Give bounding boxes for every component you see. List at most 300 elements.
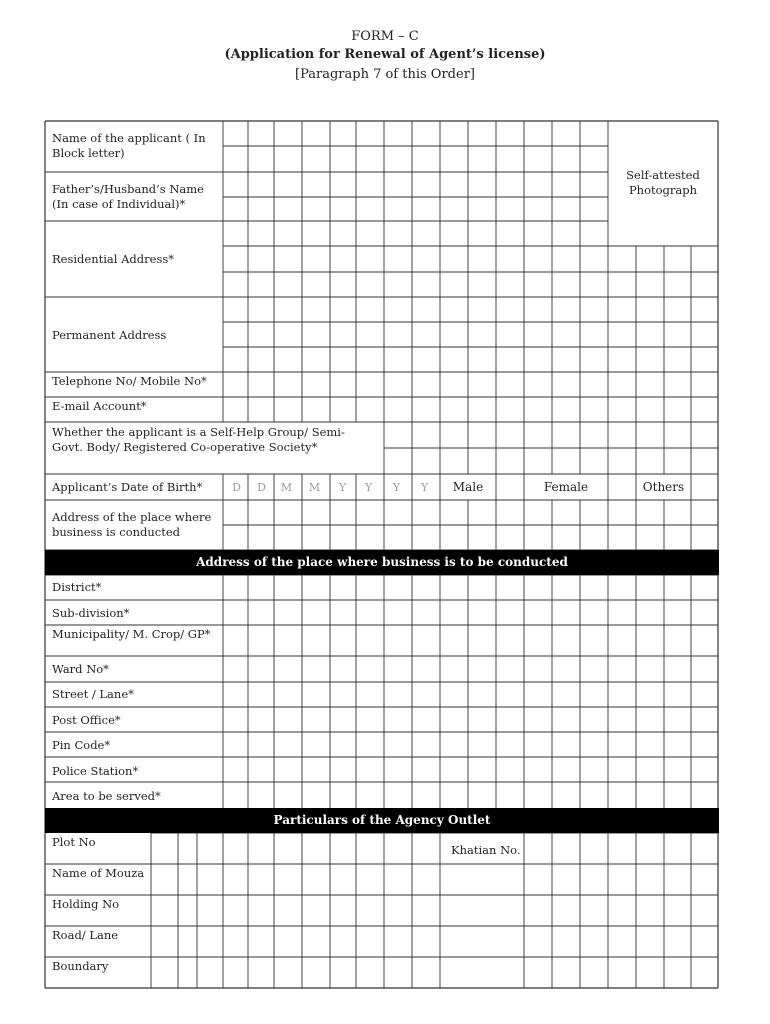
business-row-5-cell-1[interactable]: [248, 707, 274, 732]
telephone-cells-3[interactable]: [302, 372, 330, 397]
residential-cells-1-2[interactable]: [274, 221, 302, 246]
business-row-6-cell-16[interactable]: [664, 732, 691, 757]
group-cells-1-8[interactable]: [608, 422, 636, 448]
business-row-1-cell-11[interactable]: [524, 600, 552, 625]
outlet-row-3-cell-17[interactable]: [664, 926, 691, 957]
business-row-4-cell-7[interactable]: [412, 682, 440, 707]
business-row-2-cell-10[interactable]: [496, 625, 524, 656]
permanent-cells-2-2[interactable]: [274, 322, 302, 347]
email-cells-9[interactable]: [468, 397, 496, 422]
residential-cells-2-14[interactable]: [608, 246, 636, 272]
father-name-cells-4[interactable]: [330, 172, 356, 197]
business-row-1-cell-8[interactable]: [440, 600, 468, 625]
residential-cells-1-0[interactable]: [223, 221, 248, 246]
permanent-cells-1-12[interactable]: [552, 297, 580, 322]
outlet-row-3-cell-14[interactable]: [580, 926, 608, 957]
applicant-name-cells-2-2[interactable]: [274, 146, 302, 172]
business-row-1-cell-0[interactable]: [223, 600, 248, 625]
permanent-cells-1-16[interactable]: [664, 297, 691, 322]
residential-cells-3-10[interactable]: [496, 272, 524, 297]
business-row-5-cell-15[interactable]: [636, 707, 664, 732]
business-row-8-cell-15[interactable]: [636, 782, 664, 808]
applicant-name-cells-2-11[interactable]: [524, 146, 552, 172]
business-row-7-cell-12[interactable]: [552, 757, 580, 782]
business-row-4-cell-12[interactable]: [552, 682, 580, 707]
outlet-row-2-cell-9[interactable]: [384, 895, 412, 926]
business-row-1-cell-4[interactable]: [330, 600, 356, 625]
applicant-name-cells-13[interactable]: [580, 121, 608, 146]
business-row-0-cell-14[interactable]: [608, 575, 636, 600]
email-cells-11[interactable]: [524, 397, 552, 422]
outlet-row-1-cell-16[interactable]: [636, 864, 664, 895]
residential-cells-2-0[interactable]: [223, 246, 248, 272]
outlet-row-0-cell-8[interactable]: [356, 833, 384, 864]
applicant-name-cells-2-12[interactable]: [552, 146, 580, 172]
business-row-1-cell-9[interactable]: [468, 600, 496, 625]
group-cells-2-5[interactable]: [524, 448, 552, 474]
permanent-cells-1-6[interactable]: [384, 297, 412, 322]
group-cells-2-0[interactable]: [384, 448, 412, 474]
residential-cells-2-5[interactable]: [356, 246, 384, 272]
business-row-0-cell-4[interactable]: [330, 575, 356, 600]
father-name-cells-2-13[interactable]: [580, 197, 608, 221]
group-cells-2-11[interactable]: [691, 448, 718, 474]
applicant-name-cells-10[interactable]: [496, 121, 524, 146]
dob-year-4[interactable]: Y: [420, 481, 429, 494]
outlet-row-1-cell-15[interactable]: [608, 864, 636, 895]
business-row-4-cell-5[interactable]: [356, 682, 384, 707]
business-row-3-cell-9[interactable]: [468, 656, 496, 682]
business-row-6-cell-3[interactable]: [302, 732, 330, 757]
telephone-cells-15[interactable]: [636, 372, 664, 397]
business-address-cells-1-16[interactable]: [664, 500, 691, 525]
permanent-cells-1-14[interactable]: [608, 297, 636, 322]
telephone-cells-7[interactable]: [412, 372, 440, 397]
business-row-7-cell-16[interactable]: [664, 757, 691, 782]
outlet-row-4-cell-7[interactable]: [330, 957, 356, 988]
business-row-2-cell-1[interactable]: [248, 625, 274, 656]
telephone-cells-10[interactable]: [496, 372, 524, 397]
permanent-cells-3-2[interactable]: [274, 347, 302, 372]
outlet-row-3-cell-16[interactable]: [636, 926, 664, 957]
email-cells-7[interactable]: [412, 397, 440, 422]
permanent-cells-1-9[interactable]: [468, 297, 496, 322]
group-cells-2-7[interactable]: [580, 448, 608, 474]
outlet-row-1-cell-7[interactable]: [330, 864, 356, 895]
outlet-row-4-cell-15[interactable]: [608, 957, 636, 988]
business-row-3-cell-15[interactable]: [636, 656, 664, 682]
outlet-row-0-cell-17[interactable]: [664, 833, 691, 864]
business-row-4-cell-9[interactable]: [468, 682, 496, 707]
business-row-2-cell-2[interactable]: [274, 625, 302, 656]
outlet-row-2-cell-17[interactable]: [664, 895, 691, 926]
business-row-1-cell-5[interactable]: [356, 600, 384, 625]
email-cells-15[interactable]: [636, 397, 664, 422]
outlet-row-4-cell-4[interactable]: [248, 957, 274, 988]
outlet-row-4-cell-13[interactable]: [552, 957, 580, 988]
business-row-1-cell-7[interactable]: [412, 600, 440, 625]
business-row-6-cell-14[interactable]: [608, 732, 636, 757]
business-address-cells-1-14[interactable]: [608, 500, 636, 525]
business-address-cells-2-15[interactable]: [636, 525, 664, 550]
business-row-3-cell-13[interactable]: [580, 656, 608, 682]
business-address-cells-1-9[interactable]: [468, 500, 496, 525]
outlet-row-2-cell-4[interactable]: [248, 895, 274, 926]
telephone-cells-1[interactable]: [248, 372, 274, 397]
business-row-8-cell-1[interactable]: [248, 782, 274, 808]
residential-cells-3-16[interactable]: [664, 272, 691, 297]
business-row-4-cell-1[interactable]: [248, 682, 274, 707]
group-cells-1-11[interactable]: [691, 422, 718, 448]
business-row-8-cell-8[interactable]: [440, 782, 468, 808]
email-cells-17[interactable]: [691, 397, 718, 422]
business-row-6-cell-12[interactable]: [552, 732, 580, 757]
outlet-row-2-cell-15[interactable]: [608, 895, 636, 926]
email-cells-6[interactable]: [384, 397, 412, 422]
permanent-cells-3-11[interactable]: [524, 347, 552, 372]
outlet-row-0-cell-13[interactable]: [552, 833, 580, 864]
outlet-row-1-cell-0[interactable]: [151, 864, 178, 895]
business-row-5-cell-9[interactable]: [468, 707, 496, 732]
telephone-cells-9[interactable]: [468, 372, 496, 397]
business-row-2-cell-15[interactable]: [636, 625, 664, 656]
residential-cells-2-11[interactable]: [524, 246, 552, 272]
business-address-cells-2-8[interactable]: [440, 525, 468, 550]
dob-month-1[interactable]: M: [280, 481, 293, 494]
residential-cells-2-7[interactable]: [412, 246, 440, 272]
group-cells-2-9[interactable]: [636, 448, 664, 474]
group-cells-2-3[interactable]: [468, 448, 496, 474]
business-row-4-cell-10[interactable]: [496, 682, 524, 707]
business-row-8-cell-17[interactable]: [691, 782, 718, 808]
outlet-row-2-cell-16[interactable]: [636, 895, 664, 926]
business-row-0-cell-1[interactable]: [248, 575, 274, 600]
residential-cells-3-11[interactable]: [524, 272, 552, 297]
applicant-name-cells-2-6[interactable]: [384, 146, 412, 172]
business-row-8-cell-11[interactable]: [524, 782, 552, 808]
outlet-row-4-cell-12[interactable]: [524, 957, 552, 988]
outlet-row-3-cell-8[interactable]: [356, 926, 384, 957]
permanent-cells-3-3[interactable]: [302, 347, 330, 372]
dob-year-2[interactable]: Y: [364, 481, 373, 494]
business-row-6-cell-10[interactable]: [496, 732, 524, 757]
outlet-row-2-cell-6[interactable]: [302, 895, 330, 926]
email-cells-14[interactable]: [608, 397, 636, 422]
outlet-row-3-cell-11[interactable]: [440, 926, 524, 957]
residential-cells-2-9[interactable]: [468, 246, 496, 272]
permanent-cells-1-5[interactable]: [356, 297, 384, 322]
business-row-0-cell-2[interactable]: [274, 575, 302, 600]
outlet-row-1-cell-1[interactable]: [178, 864, 197, 895]
permanent-cells-2-16[interactable]: [664, 322, 691, 347]
business-row-2-cell-16[interactable]: [664, 625, 691, 656]
residential-cells-3-13[interactable]: [580, 272, 608, 297]
business-row-6-cell-7[interactable]: [412, 732, 440, 757]
residential-cells-2-17[interactable]: [691, 246, 718, 272]
outlet-row-4-cell-6[interactable]: [302, 957, 330, 988]
telephone-cells-12[interactable]: [552, 372, 580, 397]
telephone-cells-4[interactable]: [330, 372, 356, 397]
dob-day-1[interactable]: D: [232, 481, 241, 494]
business-address-cells-1-15[interactable]: [636, 500, 664, 525]
father-name-cells-12[interactable]: [552, 172, 580, 197]
outlet-row-4-cell-11[interactable]: [440, 957, 524, 988]
father-name-cells-2-6[interactable]: [384, 197, 412, 221]
outlet-row-0-cell-6[interactable]: [302, 833, 330, 864]
business-row-5-cell-5[interactable]: [356, 707, 384, 732]
residential-cells-3-5[interactable]: [356, 272, 384, 297]
outlet-row-1-cell-18[interactable]: [691, 864, 718, 895]
business-row-8-cell-6[interactable]: [384, 782, 412, 808]
outlet-row-1-cell-11[interactable]: [440, 864, 524, 895]
outlet-row-3-cell-3[interactable]: [223, 926, 248, 957]
outlet-row-4-cell-14[interactable]: [580, 957, 608, 988]
business-row-1-cell-1[interactable]: [248, 600, 274, 625]
business-address-cells-1-11[interactable]: [524, 500, 552, 525]
business-row-8-cell-9[interactable]: [468, 782, 496, 808]
business-row-3-cell-12[interactable]: [552, 656, 580, 682]
business-row-0-cell-3[interactable]: [302, 575, 330, 600]
business-row-6-cell-15[interactable]: [636, 732, 664, 757]
business-row-2-cell-9[interactable]: [468, 625, 496, 656]
residential-cells-1-8[interactable]: [440, 221, 468, 246]
email-cells-13[interactable]: [580, 397, 608, 422]
permanent-cells-3-5[interactable]: [356, 347, 384, 372]
business-row-2-cell-8[interactable]: [440, 625, 468, 656]
business-row-8-cell-13[interactable]: [580, 782, 608, 808]
business-address-cells-1-0[interactable]: [223, 500, 248, 525]
business-row-6-cell-8[interactable]: [440, 732, 468, 757]
telephone-cells-8[interactable]: [440, 372, 468, 397]
business-row-3-cell-17[interactable]: [691, 656, 718, 682]
dob-month-2[interactable]: M: [308, 481, 321, 494]
permanent-cells-3-6[interactable]: [384, 347, 412, 372]
outlet-row-4-cell-17[interactable]: [664, 957, 691, 988]
telephone-cells-0[interactable]: [223, 372, 248, 397]
permanent-cells-2-3[interactable]: [302, 322, 330, 347]
residential-cells-3-15[interactable]: [636, 272, 664, 297]
residential-cells-3-8[interactable]: [440, 272, 468, 297]
outlet-row-2-cell-14[interactable]: [580, 895, 608, 926]
residential-cells-1-5[interactable]: [356, 221, 384, 246]
outlet-row-0-cell-10[interactable]: [412, 833, 440, 864]
dob-day-2[interactable]: D: [257, 481, 266, 494]
permanent-cells-3-8[interactable]: [440, 347, 468, 372]
father-name-cells-7[interactable]: [412, 172, 440, 197]
permanent-cells-3-4[interactable]: [330, 347, 356, 372]
business-row-4-cell-4[interactable]: [330, 682, 356, 707]
permanent-cells-2-1[interactable]: [248, 322, 274, 347]
father-name-cells-8[interactable]: [440, 172, 468, 197]
email-cells-12[interactable]: [552, 397, 580, 422]
business-row-2-cell-5[interactable]: [356, 625, 384, 656]
email-cells-5[interactable]: [356, 397, 384, 422]
permanent-cells-2-6[interactable]: [384, 322, 412, 347]
outlet-row-2-cell-0[interactable]: [151, 895, 178, 926]
permanent-cells-2-7[interactable]: [412, 322, 440, 347]
residential-cells-3-9[interactable]: [468, 272, 496, 297]
business-row-7-cell-15[interactable]: [636, 757, 664, 782]
business-row-8-cell-0[interactable]: [223, 782, 248, 808]
residential-cells-3-2[interactable]: [274, 272, 302, 297]
father-name-cells-10[interactable]: [496, 172, 524, 197]
father-name-cells-2-3[interactable]: [302, 197, 330, 221]
business-row-5-cell-11[interactable]: [524, 707, 552, 732]
business-row-4-cell-13[interactable]: [580, 682, 608, 707]
business-row-3-cell-1[interactable]: [248, 656, 274, 682]
outlet-row-2-cell-5[interactable]: [274, 895, 302, 926]
applicant-name-cells-14[interactable]: [608, 121, 718, 146]
business-row-3-cell-3[interactable]: [302, 656, 330, 682]
outlet-row-0-cell-4[interactable]: [248, 833, 274, 864]
father-name-cells-2-0[interactable]: [223, 197, 248, 221]
applicant-name-cells-8[interactable]: [440, 121, 468, 146]
outlet-row-3-cell-0[interactable]: [151, 926, 178, 957]
business-address-cells-2-1[interactable]: [248, 525, 274, 550]
applicant-name-cells-2[interactable]: [274, 121, 302, 146]
outlet-row-4-cell-2[interactable]: [197, 957, 223, 988]
business-row-4-cell-6[interactable]: [384, 682, 412, 707]
outlet-row-0-cell-5[interactable]: [274, 833, 302, 864]
outlet-row-2-cell-12[interactable]: [524, 895, 552, 926]
business-row-7-cell-11[interactable]: [524, 757, 552, 782]
permanent-cells-3-13[interactable]: [580, 347, 608, 372]
business-address-cells-2-4[interactable]: [330, 525, 356, 550]
business-row-4-cell-3[interactable]: [302, 682, 330, 707]
applicant-name-cells-6[interactable]: [384, 121, 412, 146]
applicant-name-cells-2-5[interactable]: [356, 146, 384, 172]
group-cells-2-10[interactable]: [664, 448, 691, 474]
business-row-2-cell-14[interactable]: [608, 625, 636, 656]
business-row-1-cell-2[interactable]: [274, 600, 302, 625]
outlet-row-4-cell-18[interactable]: [691, 957, 718, 988]
permanent-cells-1-2[interactable]: [274, 297, 302, 322]
residential-cells-1-1[interactable]: [248, 221, 274, 246]
business-address-cells-1-5[interactable]: [356, 500, 384, 525]
email-cells-0[interactable]: [223, 397, 248, 422]
business-row-4-cell-14[interactable]: [608, 682, 636, 707]
applicant-name-cells-2-1[interactable]: [248, 146, 274, 172]
business-address-cells-2-10[interactable]: [496, 525, 524, 550]
dob-gender-cells-9[interactable]: [496, 474, 524, 500]
applicant-name-cells-1[interactable]: [248, 121, 274, 146]
outlet-row-0-cell-15[interactable]: [608, 833, 636, 864]
residential-cells-2-8[interactable]: [440, 246, 468, 272]
outlet-row-1-cell-14[interactable]: [580, 864, 608, 895]
outlet-row-3-cell-9[interactable]: [384, 926, 412, 957]
father-name-cells-2[interactable]: [274, 172, 302, 197]
business-row-8-cell-16[interactable]: [664, 782, 691, 808]
residential-cells-2-4[interactable]: [330, 246, 356, 272]
business-row-3-cell-7[interactable]: [412, 656, 440, 682]
business-row-6-cell-4[interactable]: [330, 732, 356, 757]
outlet-row-0-cell-1[interactable]: [178, 833, 197, 864]
permanent-cells-1-1[interactable]: [248, 297, 274, 322]
outlet-row-4-cell-3[interactable]: [223, 957, 248, 988]
business-row-8-cell-14[interactable]: [608, 782, 636, 808]
outlet-row-2-cell-8[interactable]: [356, 895, 384, 926]
permanent-cells-3-10[interactable]: [496, 347, 524, 372]
business-row-0-cell-13[interactable]: [580, 575, 608, 600]
residential-cells-3-3[interactable]: [302, 272, 330, 297]
applicant-name-cells-2-10[interactable]: [496, 146, 524, 172]
business-row-5-cell-3[interactable]: [302, 707, 330, 732]
business-row-8-cell-5[interactable]: [356, 782, 384, 808]
email-cells-10[interactable]: [496, 397, 524, 422]
business-row-7-cell-0[interactable]: [223, 757, 248, 782]
business-row-7-cell-9[interactable]: [468, 757, 496, 782]
business-address-cells-1-12[interactable]: [552, 500, 580, 525]
outlet-row-3-cell-2[interactable]: [197, 926, 223, 957]
business-row-0-cell-11[interactable]: [524, 575, 552, 600]
applicant-name-cells-2-9[interactable]: [468, 146, 496, 172]
email-cells-4[interactable]: [330, 397, 356, 422]
business-row-3-cell-2[interactable]: [274, 656, 302, 682]
group-cells-1-6[interactable]: [552, 422, 580, 448]
outlet-row-1-cell-4[interactable]: [248, 864, 274, 895]
permanent-cells-2-12[interactable]: [552, 322, 580, 347]
business-row-6-cell-17[interactable]: [691, 732, 718, 757]
outlet-row-2-cell-18[interactable]: [691, 895, 718, 926]
outlet-row-1-cell-2[interactable]: [197, 864, 223, 895]
business-row-2-cell-4[interactable]: [330, 625, 356, 656]
permanent-cells-1-3[interactable]: [302, 297, 330, 322]
applicant-name-cells-0[interactable]: [223, 121, 248, 146]
outlet-row-2-cell-1[interactable]: [178, 895, 197, 926]
business-row-0-cell-9[interactable]: [468, 575, 496, 600]
applicant-name-cells-7[interactable]: [412, 121, 440, 146]
business-row-5-cell-0[interactable]: [223, 707, 248, 732]
business-row-1-cell-16[interactable]: [664, 600, 691, 625]
business-row-8-cell-7[interactable]: [412, 782, 440, 808]
permanent-cells-1-8[interactable]: [440, 297, 468, 322]
permanent-cells-1-10[interactable]: [496, 297, 524, 322]
business-row-0-cell-5[interactable]: [356, 575, 384, 600]
group-cells-2-8[interactable]: [608, 448, 636, 474]
applicant-name-cells-11[interactable]: [524, 121, 552, 146]
business-row-2-cell-13[interactable]: [580, 625, 608, 656]
residential-cells-2-10[interactable]: [496, 246, 524, 272]
email-cells-2[interactable]: [274, 397, 302, 422]
business-row-7-cell-7[interactable]: [412, 757, 440, 782]
business-row-2-cell-11[interactable]: [524, 625, 552, 656]
business-row-5-cell-16[interactable]: [664, 707, 691, 732]
outlet-row-0-cell-9[interactable]: [384, 833, 412, 864]
residential-cells-2-16[interactable]: [664, 246, 691, 272]
business-row-2-cell-0[interactable]: [223, 625, 248, 656]
group-cells-1-4[interactable]: [496, 422, 524, 448]
business-row-0-cell-16[interactable]: [664, 575, 691, 600]
applicant-name-cells-3[interactable]: [302, 121, 330, 146]
outlet-row-0-cell-16[interactable]: [636, 833, 664, 864]
outlet-row-0-cell-2[interactable]: [197, 833, 223, 864]
business-address-cells-1-1[interactable]: [248, 500, 274, 525]
outlet-row-3-cell-12[interactable]: [524, 926, 552, 957]
business-address-cells-2-0[interactable]: [223, 525, 248, 550]
father-name-cells-2-9[interactable]: [468, 197, 496, 221]
applicant-name-cells-9[interactable]: [468, 121, 496, 146]
business-row-6-cell-1[interactable]: [248, 732, 274, 757]
outlet-row-2-cell-3[interactable]: [223, 895, 248, 926]
outlet-row-3-cell-6[interactable]: [302, 926, 330, 957]
telephone-cells-14[interactable]: [608, 372, 636, 397]
residential-cells-2-12[interactable]: [552, 246, 580, 272]
business-row-2-cell-17[interactable]: [691, 625, 718, 656]
father-name-cells-2-8[interactable]: [440, 197, 468, 221]
business-row-3-cell-16[interactable]: [664, 656, 691, 682]
business-row-7-cell-13[interactable]: [580, 757, 608, 782]
business-row-0-cell-8[interactable]: [440, 575, 468, 600]
